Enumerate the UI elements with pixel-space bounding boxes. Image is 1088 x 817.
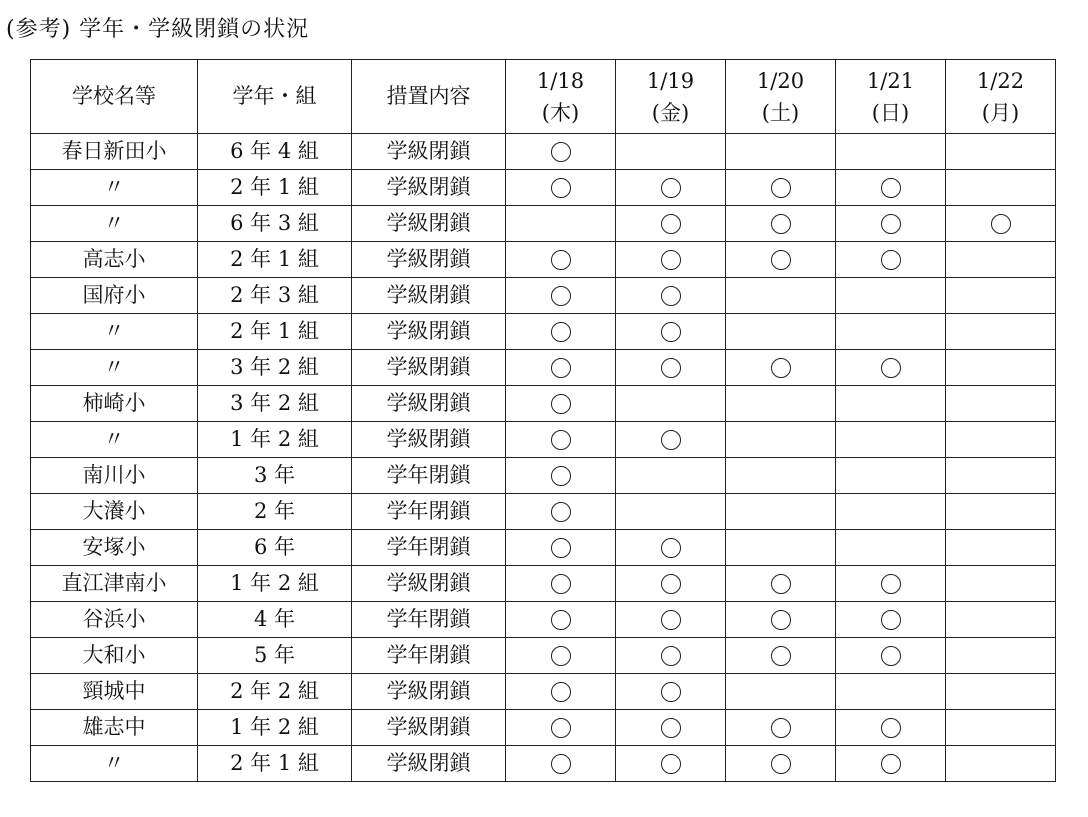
closed-circle-icon: [551, 754, 571, 774]
closed-circle-icon: [551, 466, 571, 486]
measure-cell: 学級閉鎖: [352, 134, 506, 170]
closure-status-cell: [946, 746, 1056, 782]
header-date-2: [616, 60, 726, 134]
closure-status-cell: [616, 674, 726, 710]
closed-circle-icon: [991, 214, 1011, 234]
table-row: [31, 278, 1056, 314]
closure-status-cell: [946, 170, 1056, 206]
closed-circle-icon: [771, 358, 791, 378]
grade-class-cell: 2 年: [198, 494, 352, 530]
grade-class-cell: 3 年 2 組: [198, 386, 352, 422]
table-row: [31, 386, 1056, 422]
table-row: [31, 206, 1056, 242]
closed-circle-icon: [661, 538, 681, 558]
grade-class-cell: 1 年 2 組: [198, 566, 352, 602]
measure-cell: 学級閉鎖: [352, 170, 506, 206]
school-cell: 〃: [31, 422, 198, 458]
measure-cell: 学級閉鎖: [352, 206, 506, 242]
closure-status-cell: [946, 278, 1056, 314]
school-cell: 雄志中: [31, 710, 198, 746]
closure-status-cell: [616, 278, 726, 314]
closure-status-cell: [506, 746, 616, 782]
closed-circle-icon: [551, 574, 571, 594]
measure-cell: 学級閉鎖: [352, 314, 506, 350]
closed-circle-icon: [551, 502, 571, 522]
measure-cell: 学級閉鎖: [352, 710, 506, 746]
closure-status-cell: [946, 386, 1056, 422]
page-title: (参考) 学年・学級閉鎖の状況: [6, 17, 310, 42]
closed-circle-icon: [771, 646, 791, 666]
header-date-label: 1/20: [756, 68, 805, 93]
closure-status-cell: [726, 422, 836, 458]
closure-status-cell: [616, 566, 726, 602]
closure-status-cell: [616, 386, 726, 422]
closure-status-cell: [506, 242, 616, 278]
closed-circle-icon: [661, 178, 681, 198]
closure-status-cell: [946, 566, 1056, 602]
school-cell: 〃: [31, 746, 198, 782]
closure-status-cell: [726, 494, 836, 530]
closure-status-cell: [506, 206, 616, 242]
closure-status-cell: [726, 746, 836, 782]
closure-status-cell: [726, 314, 836, 350]
closure-status-cell: [946, 638, 1056, 674]
closed-circle-icon: [551, 430, 571, 450]
table-row: [31, 674, 1056, 710]
closure-status-cell: [946, 458, 1056, 494]
closed-circle-icon: [881, 178, 901, 198]
closed-circle-icon: [551, 250, 571, 270]
school-cell: 安塚小: [31, 530, 198, 566]
closure-status-cell: [506, 422, 616, 458]
grade-class-cell: 1 年 2 組: [198, 710, 352, 746]
closure-status-cell: [506, 350, 616, 386]
closure-status-cell: [836, 494, 946, 530]
table-row: [31, 242, 1056, 278]
closure-status-cell: [726, 638, 836, 674]
table-row: [31, 458, 1056, 494]
closure-status-cell: [836, 386, 946, 422]
closed-circle-icon: [881, 754, 901, 774]
school-cell: 高志小: [31, 242, 198, 278]
table-row: [31, 422, 1056, 458]
closure-status-cell: [726, 386, 836, 422]
closure-status-cell: [836, 134, 946, 170]
closed-circle-icon: [551, 682, 571, 702]
measure-cell: 学年閉鎖: [352, 638, 506, 674]
school-cell: 〃: [31, 170, 198, 206]
school-cell: 〃: [31, 314, 198, 350]
closed-circle-icon: [661, 610, 681, 630]
closure-status-cell: [726, 242, 836, 278]
closure-status-cell: [616, 602, 726, 638]
closure-status-cell: [616, 458, 726, 494]
closure-status-cell: [946, 422, 1056, 458]
closure-status-cell: [616, 314, 726, 350]
closure-status-cell: [726, 170, 836, 206]
closure-status-cell: [726, 710, 836, 746]
closure-status-cell: [506, 386, 616, 422]
grade-class-cell: 1 年 2 組: [198, 422, 352, 458]
table-row: [31, 638, 1056, 674]
closed-circle-icon: [551, 646, 571, 666]
closure-status-cell: [506, 602, 616, 638]
closure-status-cell: [836, 422, 946, 458]
closure-status-cell: [616, 422, 726, 458]
closure-status-cell: [726, 278, 836, 314]
header-day-label: (日): [871, 100, 910, 125]
header-date-label: 1/18: [536, 68, 585, 93]
header-date-5: [946, 60, 1056, 134]
closed-circle-icon: [771, 214, 791, 234]
closure-status-cell: [506, 494, 616, 530]
closure-status-cell: [946, 710, 1056, 746]
closure-status-cell: [836, 602, 946, 638]
closure-status-cell: [836, 530, 946, 566]
closed-circle-icon: [661, 430, 681, 450]
closed-circle-icon: [661, 646, 681, 666]
closure-status-cell: [506, 530, 616, 566]
measure-cell: 学年閉鎖: [352, 458, 506, 494]
closure-status-cell: [946, 242, 1056, 278]
header-day-label: (木): [541, 100, 580, 125]
closure-status-cell: [946, 350, 1056, 386]
grade-class-cell: 6 年: [198, 530, 352, 566]
closure-status-cell: [946, 134, 1056, 170]
closure-status-cell: [836, 170, 946, 206]
closure-status-cell: [616, 530, 726, 566]
table-row: [31, 134, 1056, 170]
closed-circle-icon: [771, 178, 791, 198]
header-date-4: [836, 60, 946, 134]
closed-circle-icon: [881, 250, 901, 270]
school-cell: 南川小: [31, 458, 198, 494]
closure-status-cell: [836, 242, 946, 278]
table-row: [31, 350, 1056, 386]
measure-cell: 学年閉鎖: [352, 494, 506, 530]
closure-status-cell: [506, 170, 616, 206]
header-school: 学校名等: [31, 60, 198, 134]
school-cell: 直江津南小: [31, 566, 198, 602]
closed-circle-icon: [551, 142, 571, 162]
closure-status-cell: [726, 530, 836, 566]
table-row: [31, 746, 1056, 782]
header-date-label: 1/21: [866, 68, 915, 93]
header-row: [31, 60, 1056, 134]
closure-table: [30, 59, 1056, 782]
closed-circle-icon: [661, 214, 681, 234]
table-row: [31, 314, 1056, 350]
closure-status-cell: [616, 746, 726, 782]
school-cell: 柿崎小: [31, 386, 198, 422]
closed-circle-icon: [551, 394, 571, 414]
school-cell: 大瀁小: [31, 494, 198, 530]
school-cell: 大和小: [31, 638, 198, 674]
closure-status-cell: [836, 458, 946, 494]
closed-circle-icon: [771, 754, 791, 774]
closed-circle-icon: [551, 178, 571, 198]
grade-class-cell: 3 年: [198, 458, 352, 494]
closure-status-cell: [726, 602, 836, 638]
closure-table-body: [31, 134, 1056, 782]
closed-circle-icon: [661, 322, 681, 342]
closed-circle-icon: [551, 610, 571, 630]
closure-status-cell: [616, 638, 726, 674]
header-date-label: 1/22: [976, 68, 1025, 93]
grade-class-cell: 2 年 2 組: [198, 674, 352, 710]
closure-status-cell: [836, 746, 946, 782]
header-measure: 措置内容: [352, 60, 506, 134]
closure-status-cell: [616, 242, 726, 278]
closed-circle-icon: [881, 214, 901, 234]
school-cell: 国府小: [31, 278, 198, 314]
closure-status-cell: [946, 602, 1056, 638]
closure-status-cell: [616, 170, 726, 206]
closure-status-cell: [616, 134, 726, 170]
closed-circle-icon: [881, 646, 901, 666]
closure-status-cell: [616, 494, 726, 530]
closure-status-cell: [836, 710, 946, 746]
closure-status-cell: [506, 566, 616, 602]
closed-circle-icon: [771, 610, 791, 630]
closure-status-cell: [506, 674, 616, 710]
closure-status-cell: [836, 674, 946, 710]
grade-class-cell: 2 年 3 組: [198, 278, 352, 314]
closed-circle-icon: [661, 250, 681, 270]
closed-circle-icon: [661, 682, 681, 702]
closure-status-cell: [726, 134, 836, 170]
closed-circle-icon: [551, 718, 571, 738]
table-row: [31, 494, 1056, 530]
measure-cell: 学級閉鎖: [352, 422, 506, 458]
closure-status-cell: [946, 314, 1056, 350]
header-day-label: (月): [981, 100, 1020, 125]
closure-status-cell: [616, 206, 726, 242]
closure-status-cell: [506, 134, 616, 170]
closed-circle-icon: [881, 358, 901, 378]
table-row: [31, 530, 1056, 566]
closed-circle-icon: [551, 322, 571, 342]
school-cell: 〃: [31, 350, 198, 386]
grade-class-cell: 2 年 1 組: [198, 314, 352, 350]
closure-status-cell: [836, 278, 946, 314]
school-cell: 〃: [31, 206, 198, 242]
header-grade-class: 学年・組: [198, 60, 352, 134]
closure-status-cell: [726, 566, 836, 602]
measure-cell: 学級閉鎖: [352, 674, 506, 710]
closure-status-cell: [726, 206, 836, 242]
closure-status-cell: [726, 458, 836, 494]
measure-cell: 学級閉鎖: [352, 278, 506, 314]
header-day-label: (土): [761, 100, 800, 125]
grade-class-cell: 2 年 1 組: [198, 746, 352, 782]
measure-cell: 学級閉鎖: [352, 242, 506, 278]
closed-circle-icon: [881, 574, 901, 594]
closure-status-cell: [726, 674, 836, 710]
header-date-1: [506, 60, 616, 134]
grade-class-cell: 4 年: [198, 602, 352, 638]
closure-status-cell: [616, 350, 726, 386]
school-cell: 谷浜小: [31, 602, 198, 638]
grade-class-cell: 5 年: [198, 638, 352, 674]
closure-status-cell: [616, 710, 726, 746]
table-row: [31, 710, 1056, 746]
closure-status-cell: [506, 314, 616, 350]
school-cell: 春日新田小: [31, 134, 198, 170]
grade-class-cell: 2 年 1 組: [198, 242, 352, 278]
table-row: [31, 602, 1056, 638]
closure-status-cell: [946, 530, 1056, 566]
closure-status-cell: [726, 350, 836, 386]
closed-circle-icon: [771, 574, 791, 594]
closed-circle-icon: [551, 358, 571, 378]
measure-cell: 学級閉鎖: [352, 350, 506, 386]
closed-circle-icon: [661, 286, 681, 306]
grade-class-cell: 2 年 1 組: [198, 170, 352, 206]
header-date-label: 1/19: [646, 68, 695, 93]
closed-circle-icon: [881, 610, 901, 630]
measure-cell: 学級閉鎖: [352, 386, 506, 422]
closed-circle-icon: [551, 286, 571, 306]
closure-status-cell: [836, 638, 946, 674]
grade-class-cell: 3 年 2 組: [198, 350, 352, 386]
closure-status-cell: [946, 674, 1056, 710]
closure-status-cell: [836, 314, 946, 350]
table-row: [31, 170, 1056, 206]
measure-cell: 学級閉鎖: [352, 566, 506, 602]
table-row: [31, 566, 1056, 602]
closure-status-cell: [506, 458, 616, 494]
header-day-label: (金): [651, 100, 690, 125]
closure-status-cell: [836, 566, 946, 602]
measure-cell: 学年閉鎖: [352, 530, 506, 566]
closure-status-cell: [946, 206, 1056, 242]
closed-circle-icon: [881, 718, 901, 738]
closed-circle-icon: [551, 538, 571, 558]
grade-class-cell: 6 年 4 組: [198, 134, 352, 170]
closure-status-cell: [506, 278, 616, 314]
measure-cell: 学年閉鎖: [352, 602, 506, 638]
closure-status-cell: [836, 206, 946, 242]
measure-cell: 学級閉鎖: [352, 746, 506, 782]
closure-status-cell: [836, 350, 946, 386]
closed-circle-icon: [661, 718, 681, 738]
closed-circle-icon: [661, 358, 681, 378]
school-cell: 頸城中: [31, 674, 198, 710]
closure-status-cell: [946, 494, 1056, 530]
closed-circle-icon: [771, 250, 791, 270]
closed-circle-icon: [771, 718, 791, 738]
closed-circle-icon: [661, 754, 681, 774]
closure-status-cell: [506, 710, 616, 746]
grade-class-cell: 6 年 3 組: [198, 206, 352, 242]
closed-circle-icon: [661, 574, 681, 594]
closure-status-cell: [506, 638, 616, 674]
header-date-3: [726, 60, 836, 134]
